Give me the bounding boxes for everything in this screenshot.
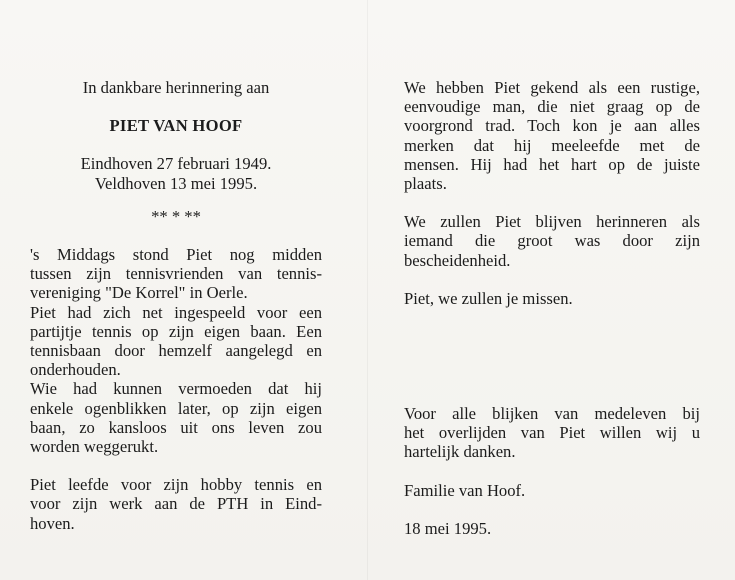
- left-paragraph-2: [30, 475, 322, 533]
- intro-line: In dankbare herinnering aan: [82, 78, 270, 97]
- text-line: tennisbaan door hemzelf aangelegd en: [30, 341, 322, 361]
- left-paragraph-1: [30, 245, 322, 456]
- right-paragraph-1: [404, 78, 700, 193]
- text-line: Wie had kunnen vermoeden dat hij: [30, 379, 322, 399]
- deceased-name: PIET VAN HOOF: [109, 116, 243, 136]
- text-line: voor zijn werk aan de PTH in Eind-: [30, 494, 322, 514]
- text-line: mensen. Hij had het hart op de juiste: [404, 154, 700, 174]
- text-line: Voor alle blijken van medeleven bij: [404, 404, 700, 424]
- text-line: plaats.: [404, 174, 447, 194]
- text-line: bescheidenheid.: [404, 250, 511, 270]
- text-line: vereniging "De Korrel" in Oerle.: [30, 283, 248, 303]
- text-line: baan, zo kansloos uit ons leven zou: [30, 417, 322, 437]
- text-line: eenvoudige man, die niet graag op de: [404, 97, 700, 117]
- text-line: merken dat hij meeleefde met de: [404, 135, 700, 155]
- card-fold: [367, 0, 368, 580]
- text-line: voorgrond trad. Toch kon je aan alles: [404, 116, 700, 136]
- text-line: partijtje tennis op zijn eigen baan. Een: [30, 321, 322, 341]
- text-line: tussen zijn tennisvrienden van tennis-: [30, 264, 322, 284]
- text-line: Piet leefde voor zijn hobby tennis en: [30, 475, 322, 495]
- birth-line: Eindhoven 27 februari 1949.: [80, 154, 272, 174]
- text-line: hartelijk danken.: [404, 442, 516, 462]
- card-date: 18 mei 1995.: [404, 518, 492, 538]
- text-line: 's Middags stond Piet nog midden: [30, 245, 322, 265]
- text-line: onderhouden.: [30, 360, 121, 380]
- text-line: hoven.: [30, 513, 75, 533]
- text-line: We zullen Piet blijven herinneren als: [404, 212, 700, 232]
- text-line: We hebben Piet gekend als een rustige,: [404, 78, 700, 97]
- death-line: Veldhoven 13 mei 1995.: [94, 173, 258, 193]
- family-signature: Familie van Hoof.: [404, 480, 526, 500]
- divider-stars: ** * **: [151, 206, 201, 226]
- right-paragraph-2: [404, 212, 700, 270]
- closing-line: Piet, we zullen je missen.: [404, 288, 573, 308]
- text-line: worden weggerukt.: [30, 437, 159, 457]
- text-line: iemand die groot was door zijn: [404, 231, 700, 251]
- right-page: [404, 78, 700, 538]
- text-line: Piet had zich net ingespeeld voor een: [30, 302, 322, 322]
- text-line: het overlijden van Piet willen wij u: [404, 423, 700, 443]
- thanks-paragraph: [404, 404, 700, 462]
- left-page: [30, 78, 322, 533]
- text-line: enkele ogenblikken later, op zijn eigen: [30, 398, 322, 418]
